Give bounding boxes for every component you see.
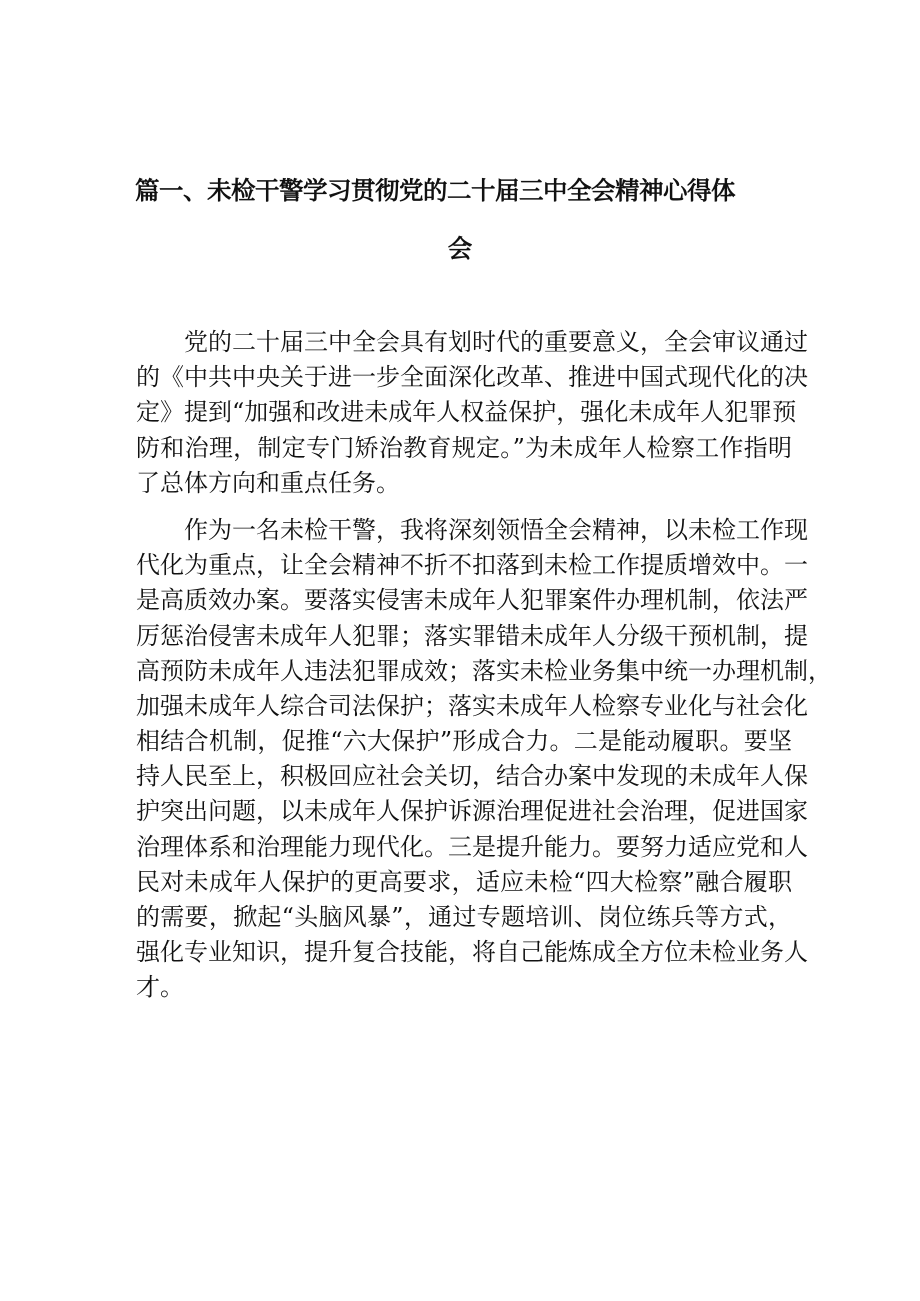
paragraph-line: 才。 <box>136 973 184 1002</box>
paragraph-line: 的需要，掀起“头脑风暴”，通过专题培训、岗位练兵等方式， <box>136 903 792 931</box>
document-title-line-2: 会 <box>447 234 473 263</box>
paragraph-gap <box>136 501 792 513</box>
paragraph-line: 防和治理，制定专门矫治教育规定。”为未成年人检察工作指明 <box>136 433 792 462</box>
paragraph-line: 持人民至上，积极回应社会关切，结合办案中发现的未成年人保 <box>136 762 808 791</box>
paragraph-line: 定》提到“加强和改进未成年人权益保护，强化未成年人犯罪预 <box>136 398 797 427</box>
paragraph-1 <box>136 325 808 501</box>
paragraph-line: 党的二十届三中全会具有划时代的重要意义，全会审议通过 <box>184 328 808 356</box>
paragraph-line: 护突出问题，以未成年人保护诉源治理促进社会治理，促进国家 <box>136 797 808 826</box>
paragraph-line: 作为一名未检干警，我将深刻领悟全会精神，以未检工作现 <box>184 515 808 544</box>
paragraph-line: 民对未成年人保护的更高要求，适应未检“四大检察”融合履职 <box>136 867 792 896</box>
paragraph-line: 相结合机制，促推“六大保护”形成合力。二是能动履职。要坚 <box>136 727 792 756</box>
paragraph-line: 的《中共中央关于进一步全面深化改革、推进中国式现代化的决 <box>136 363 808 392</box>
paragraph-2 <box>136 513 832 1006</box>
paragraph-line: 是高质效办案。要落实侵害未成年人犯罪案件办理机制，依法严 <box>136 586 808 615</box>
paragraph-line: 加强未成年人综合司法保护；落实未成年人检察专业化与社会化 <box>136 691 808 720</box>
document-title-line-1: 篇一、未检干警学习贯彻党的二十届三中全会精神心得体 <box>135 176 735 205</box>
paragraph-line: 代化为重点，让全会精神不折不扣落到未检工作提质增效中。一 <box>136 551 808 580</box>
paragraph-line: 了总体方向和重点任务。 <box>136 468 400 497</box>
document-body <box>136 325 832 1006</box>
paragraph-line: 治理体系和治理能力现代化。三是提升能力。要努力适应党和人 <box>136 832 808 861</box>
paragraph-line: 厉惩治侵害未成年人犯罪；落实罪错未成年人分级干预机制，提 <box>136 621 808 650</box>
paragraph-line: 强化专业知识，提升复合技能，将自己能炼成全方位未检业务人 <box>136 938 808 967</box>
paragraph-line: 高预防未成年人违法犯罪成效；落实未检业务集中统一办理机制， <box>136 656 832 685</box>
